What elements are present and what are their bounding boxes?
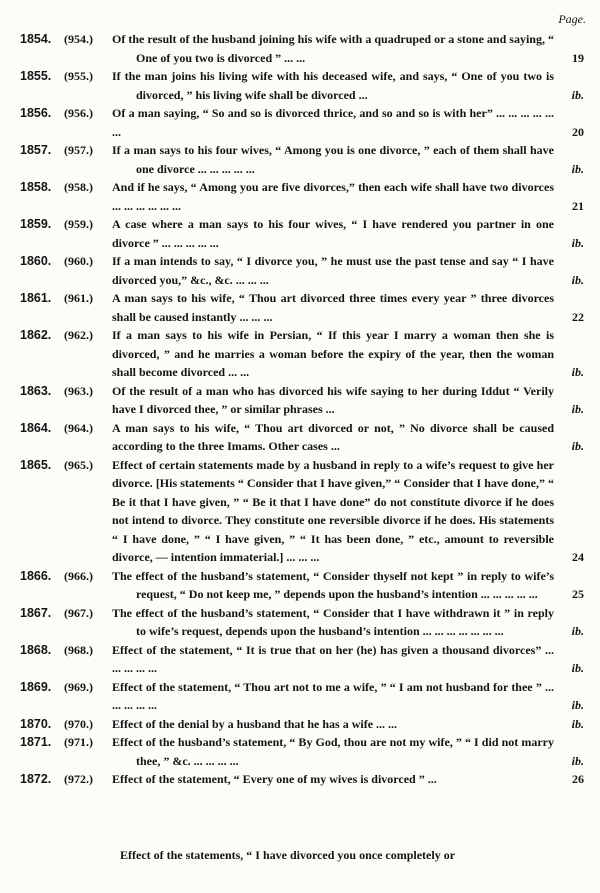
entry-text: If a man intends to say, “ I divorce you, ” he must use the past tense and say “ I have divorced you,” &c., &c. ... ... ... [112,254,554,287]
entry-page: 21 [572,198,584,213]
entry-subnumber: (954.) [64,32,93,46]
entry-page: 20 [572,124,584,139]
entry-page: ib. [571,235,584,250]
entry-page: 26 [572,772,584,786]
contents-entry [0,715,600,734]
entry-subnumber: (966.) [64,568,93,583]
entry-text: A man says to his wife, “ Thou art divorced or not, ” No divorce shall be caused according to the three Imams. Other cases ... [112,420,554,453]
entry-page: ib. [571,624,584,638]
entry-number: 1859. [20,217,52,231]
entry-subnumber: (972.) [64,772,93,786]
entry-subnumber: (959.) [64,217,93,231]
entry-number: 1870. [20,716,52,731]
entry-number: 1865. [20,457,52,472]
contents-entry [0,252,600,289]
entry-subnumber: (964.) [64,420,93,435]
entry-number: 1862. [20,328,52,342]
contents-entry [0,567,600,604]
contents-entry [0,641,600,678]
entry-page: ib. [571,161,584,176]
entry-text: Effect of the denial by a husband that he has a wife ... ... [112,716,398,731]
contents-entry [0,733,600,770]
entry-number: 1869. [20,679,52,694]
entry-page: ib. [571,661,584,675]
entry-text: If a man says to his wife in Persian, “ If this year I marry a woman then she is divorced, ” and he marries a woman before the expiry of the year, then the woman shall become divorced ... ... [112,328,554,379]
entry-text: Of the result of a man who has divorced his wife saying to her during Iddut “ Verily have I divorced thee, ” or similar phrases ... [112,383,554,416]
entry-text: Effect of the statement, “ It is true that on her (he) has given a thousand divorces” ... ... ... ... ... [112,642,554,675]
contents-entry [0,382,600,419]
page-column-label: Page. [558,12,586,26]
entry-subnumber: (958.) [64,180,93,194]
contents-entry [0,178,600,215]
entry-number: 1864. [20,420,52,435]
entry-subnumber: (969.) [64,679,93,694]
contents-list [0,30,600,789]
entry-text: Effect of the statement, “ Thou art not to me a wife, ” “ I am not husband for thee ” ... ... ... ... ... [112,679,554,712]
entry-subnumber: (967.) [64,605,93,620]
contents-entry [0,141,600,178]
entry-subnumber: (961.) [64,291,93,305]
contents-entry [0,289,600,326]
entry-number: 1871. [20,735,52,749]
entry-text: Of a man saying, “ So and so is divorced thrice, and so and so is with her” ... ... ... ... ... ... [112,106,554,139]
contents-entry [0,30,600,67]
entry-text: If the man joins his living wife with his deceased wife, and says, “ One of you two is divorced, ” his living wife shall be divorced ... [112,69,554,102]
entry-page: ib. [571,439,584,453]
contents-entry [0,604,600,641]
entry-number: 1854. [20,32,52,46]
entry-text: The effect of the husband’s statement, “ Consider that I have withdrawn it ” in reply to wife’s request, depends upon the husband’s intention ... ... ... ... ... ... ... [112,605,554,638]
entry-subnumber: (956.) [64,106,93,120]
entry-subnumber: (965.) [64,457,93,472]
contents-entry [0,67,600,104]
entry-number: 1872. [20,772,52,786]
entry-subnumber: (955.) [64,69,93,83]
entry-number: 1861. [20,291,52,305]
entry-subnumber: (963.) [64,383,93,398]
entry-page: ib. [571,716,584,731]
entry-text: A case where a man says to his four wives, “ I have rendered you partner in one divorce ” ... ... ... ... ... [112,217,554,250]
entry-page: 19 [572,50,584,65]
contents-entry [0,326,600,382]
entry-text: The effect of the husband’s statement, “ Consider thyself not kept ” in reply to wife’s request, “ Do not keep me, ” depends upon the husband’s intention ... ... ... ... ... [112,568,554,601]
continuation-text: Effect of the statements, “ I have divorced you once completely or [120,848,456,862]
contents-entry [0,104,600,141]
entry-page: ib. [571,698,584,712]
entry-number: 1855. [20,69,52,83]
entry-subnumber: (970.) [64,716,93,731]
entry-number: 1867. [20,605,52,620]
contents-entry [0,770,600,789]
contents-entry [0,456,600,567]
entry-page: 22 [572,309,584,324]
contents-entry [0,678,600,715]
entry-subnumber: (962.) [64,328,93,342]
entry-text: Effect of certain statements made by a husband in reply to a wife’s request to give her divorce. [His statements “ Consider that I have given,” “ Consider that I have done,” “ Be it that I have given, ” “ Be it that I have done” do not constitute divorce if he does not intend to divorce. They constitute one reversible divorce if he does. His statements “ I have done, ” “ I have given, ” “ It has been done, ” etc., amount to reversible divorce, — intention immaterial.] ... ... ... [112,457,554,564]
entry-subnumber: (968.) [64,642,93,657]
entry-number: 1868. [20,642,52,657]
contents-entry [0,215,600,252]
entry-subnumber: (957.) [64,143,93,157]
entry-text: Of the result of the husband joining his wife with a quadruped or a stone and saying, “ One of you two is divorced ” ... ... [112,32,554,65]
entry-page: ib. [571,753,584,768]
entry-text: A man says to his wife, “ Thou art divorced three times every year ” three divorces shall be caused instantly ... ... ... [112,291,554,324]
entry-page: ib. [571,272,584,287]
entry-number: 1866. [20,568,52,583]
entry-text: Effect of the husband’s statement, “ By God, thou are not my wife, ” “ I did not marry thee, ” &c. ... ... ... ... [112,735,554,768]
entry-page: ib. [571,365,584,379]
contents-entry [0,419,600,456]
entry-text: And if he says, “ Among you are five divorces,” then each wife shall have two divorces ... ... ... ... ... ... [112,180,554,213]
entry-page: 25 [572,587,584,601]
entry-text: Effect of the statement, “ Every one of my wives is divorced ” ... [112,772,437,786]
entry-page: 24 [572,550,584,564]
entry-number: 1863. [20,383,52,398]
entry-text: If a man says to his four wives, “ Among you is one divorce, ” each of them shall have one divorce ... ... ... ... ... [112,143,554,176]
entry-subnumber: (971.) [64,735,93,749]
entry-number: 1860. [20,254,52,268]
entry-page: ib. [571,87,584,102]
entry-subnumber: (960.) [64,254,93,268]
entry-page: ib. [571,402,584,416]
entry-number: 1856. [20,106,52,120]
entry-number: 1857. [20,143,52,157]
entry-number: 1858. [20,180,52,194]
